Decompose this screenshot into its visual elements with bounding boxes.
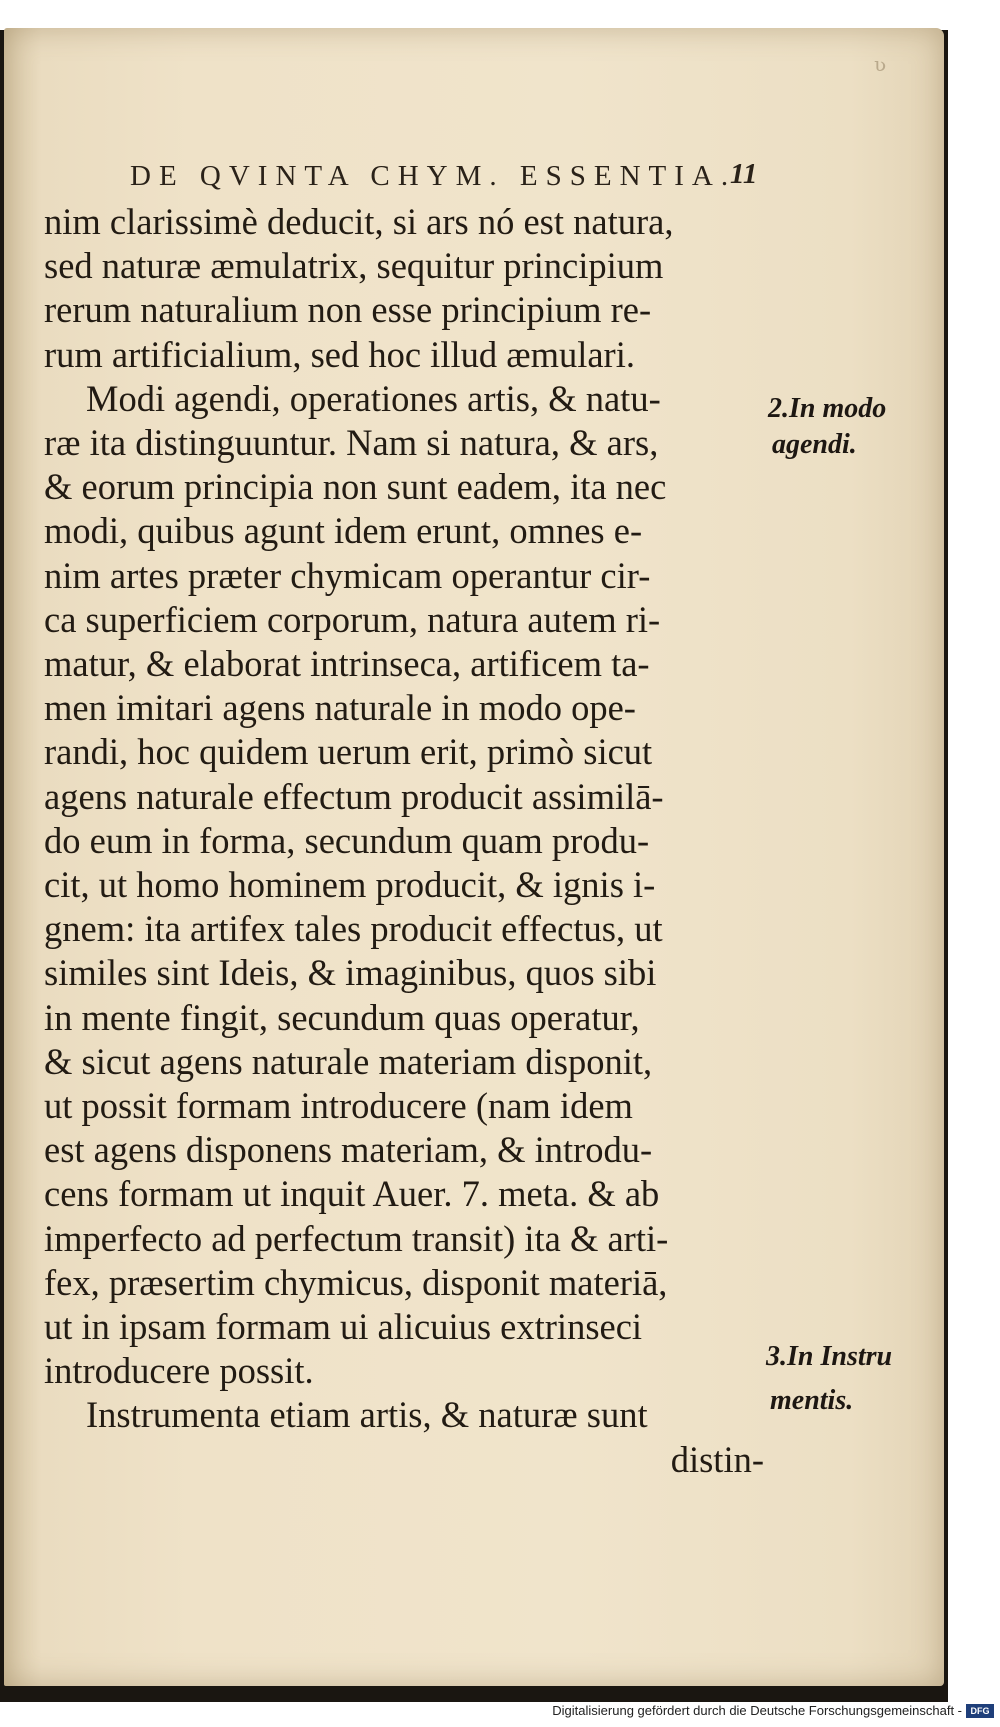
text-line: ca superficiem corporum, natura autem ri- xyxy=(44,598,661,640)
text-line: do eum in forma, secundum quam produ- xyxy=(44,819,650,861)
folio-number: 11 xyxy=(730,158,758,190)
margin-note-instru: 3.In Instru xyxy=(766,1341,893,1372)
text-line: men imitari agens naturale in modo ope- xyxy=(44,687,636,729)
running-head xyxy=(130,160,770,193)
text-line: nim clarissimè deducit, si ars nó est natura, xyxy=(44,201,674,242)
text-line: cit, ut homo hominem producit, & ignis i- xyxy=(44,864,656,906)
corner-mark: ʋ xyxy=(874,52,887,76)
margin-note-mentis: mentis. xyxy=(770,1385,854,1416)
text-line: randi, hoc quidem uerum erit, primò sicut xyxy=(44,731,653,773)
text-line: rum artificialium, sed hoc illud æmulari. xyxy=(44,333,635,375)
text-line: ut possit formam introducere (nam idem xyxy=(44,1085,633,1127)
text-line: & eorum principia non sunt eadem, ita nec xyxy=(44,466,667,508)
text-line: ut in ipsam formam ui alicuius extrinseci xyxy=(44,1306,643,1348)
text-line: ræ ita distinguuntur. Nam si natura, & ars, xyxy=(44,422,659,464)
text-line: cens formam ut inquit Auer. 7. meta. & ab xyxy=(44,1173,660,1215)
text-line: matur, & elaborat intrinseca, artificem ta- xyxy=(44,643,650,685)
text-line: rerum naturalium non esse principium re- xyxy=(44,289,652,331)
margin-note-agendi: agendi. xyxy=(772,429,857,460)
text-line: introducere possit. xyxy=(44,1350,314,1392)
text-line: fex, præsertim chymicus, disponit materiā, xyxy=(44,1261,668,1303)
funding-credit: Digitalisierung gefördert durch die Deutsche Forschungsgemeinschaft - xyxy=(552,1703,962,1718)
text-line: agens naturale effectum producit assimilā- xyxy=(44,775,664,817)
body-text xyxy=(44,200,764,1482)
text-line: & sicut agens naturale materiam disponit, xyxy=(44,1040,653,1082)
text-line: est agens disponens materiam, & introdu- xyxy=(44,1129,653,1171)
text-line: Modi agendi, operationes artis, & natu- xyxy=(86,377,661,419)
text-line: in mente fingit, secundum quas operatur, xyxy=(44,996,640,1038)
text-line: modi, quibus agunt idem erunt, omnes e- xyxy=(44,510,643,552)
text-line: Instrumenta etiam artis, & naturæ sunt xyxy=(86,1394,648,1436)
text-line: nim artes præter chymicam operantur cir- xyxy=(44,554,651,596)
dfg-logo-icon: DFG xyxy=(966,1704,994,1718)
text-line: sed naturæ æmulatrix, sequitur principium xyxy=(44,245,664,287)
text-line: gnem: ita artifex tales producit effectus, ut xyxy=(44,908,663,950)
running-title: DE QVINTA CHYM. ESSENTIA. xyxy=(130,160,737,192)
margin-note-modo: 2.In modo xyxy=(768,393,887,424)
catchword: distin- xyxy=(670,1438,764,1480)
text-line: imperfecto ad perfectum transit) ita & arti- xyxy=(44,1217,669,1259)
text-line: similes sint Ideis, & imaginibus, quos sibi xyxy=(44,952,657,994)
